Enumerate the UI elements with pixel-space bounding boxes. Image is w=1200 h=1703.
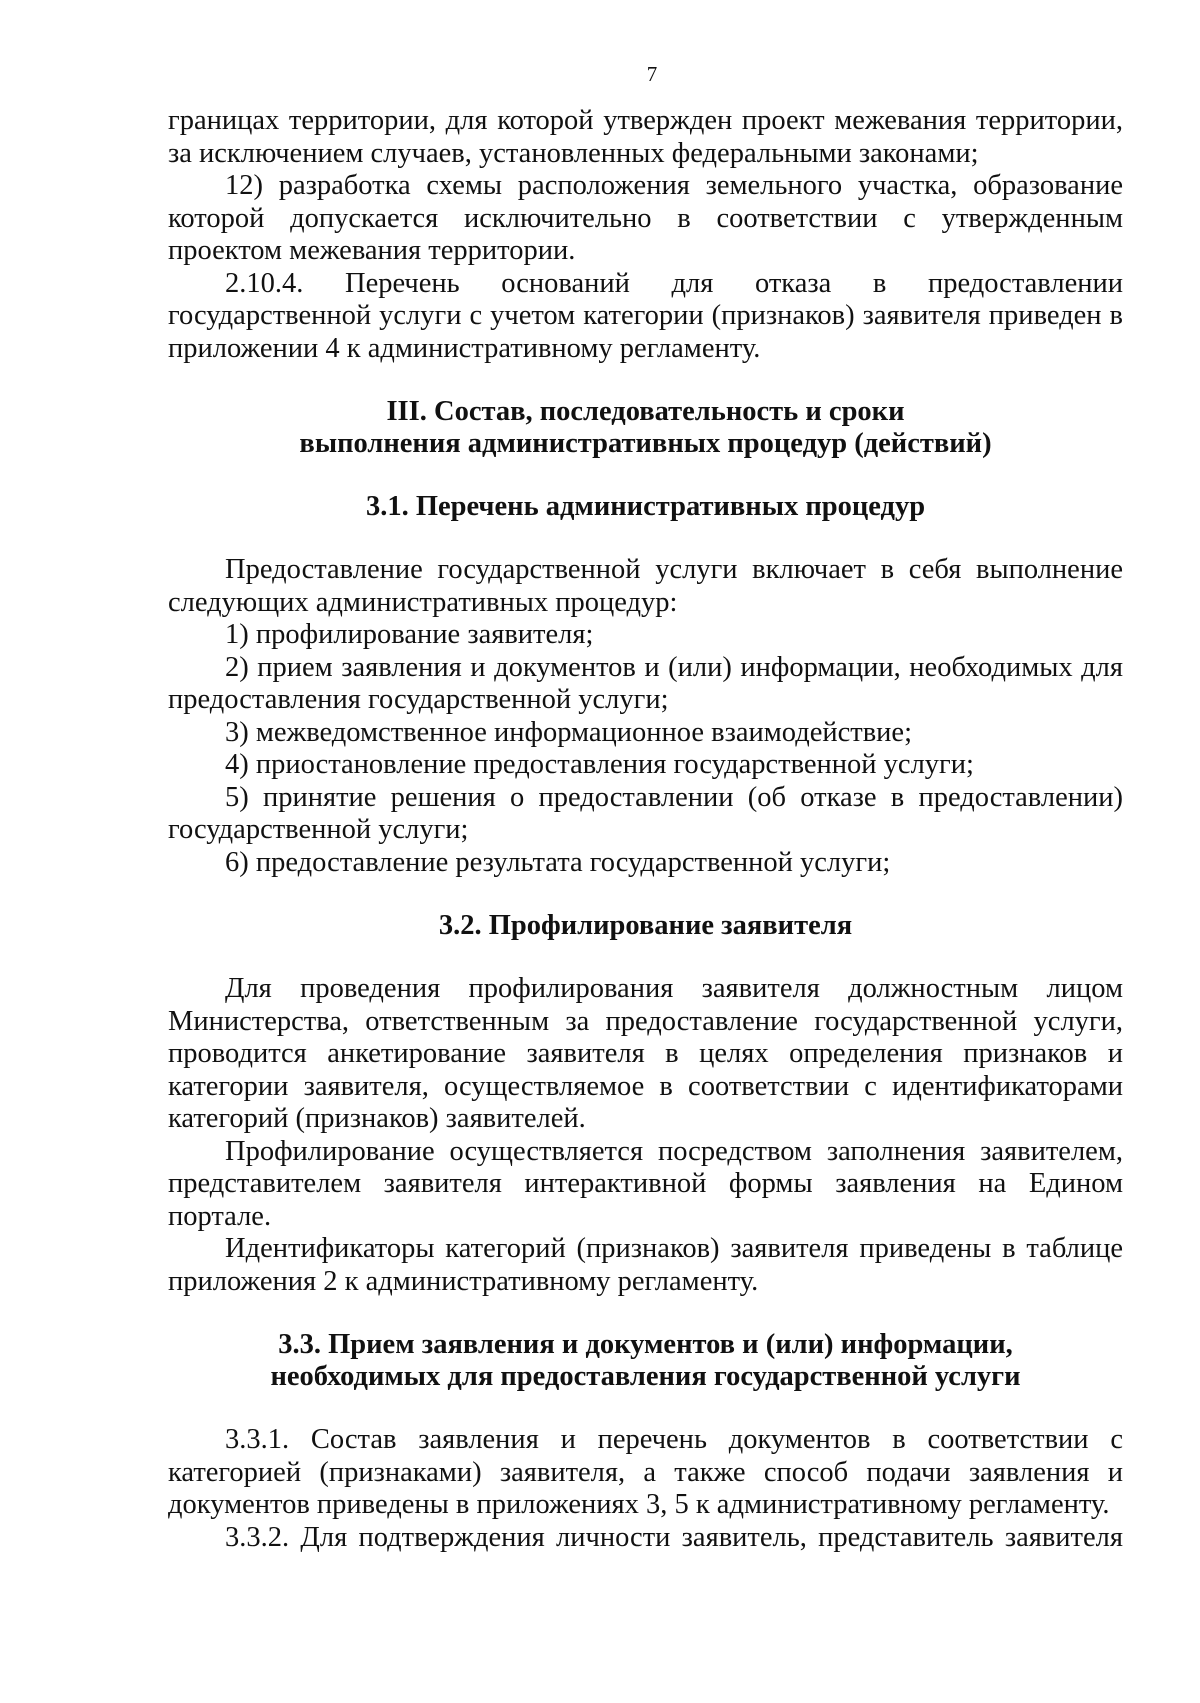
paragraph-continuation: границах территории, для которой утвержден проект межевания территории, за исключением случаев, установленных федеральными законами; bbox=[168, 105, 1123, 169]
procedure-list-item: 5) принятие решения о предоставлении (об отказе в предоставлении) государственной услуги; bbox=[168, 781, 1123, 845]
procedure-list-item: 4) приостановление предоставления государственной услуги; bbox=[225, 749, 974, 780]
section-3-1-intro: Предоставление государственной услуги включает в себя выполнение следующих административных процедур: bbox=[168, 554, 1123, 618]
paragraph-item-12: 12) разработка схемы расположения земельного участка, образование которой допускается исключительно в соответствии с утвержденным проектом межевания территории. bbox=[168, 170, 1123, 266]
procedure-list-item: 1) профилирование заявителя; bbox=[225, 619, 594, 650]
section-3-2-heading: 3.2. Профилирование заявителя bbox=[438, 910, 853, 941]
procedure-list-item: 3) межведомственное информационное взаимодействие; bbox=[225, 716, 912, 748]
section-3-3-heading-line-1: 3.3. Прием заявления и документов и (или) информации, bbox=[278, 1329, 1013, 1360]
section-3-1-heading: 3.1. Перечень административных процедур bbox=[365, 491, 926, 522]
section-3-2-paragraph: Для проведения профилирования заявителя должностным лицом Министерства, ответственным за предоставление государственной услуги, проводится анкетирование заявителя в целях определения признаков и категории заявителя, осуществляемое в соответствии с идентификаторами категорий (признаков) заявителей. bbox=[168, 973, 1123, 1134]
section-3-2-paragraph: Профилирование осуществляется посредством заполнения заявителем, представителем заявителя интерактивной формы заявления на Едином портале. bbox=[168, 1135, 1123, 1232]
paragraph-3-3-1: 3.3.1. Состав заявления и перечень документов в соответствии с категорией (признаками) заявителя, а также способ подачи заявления и документов приведены в приложениях 3, 5 к административному регламенту. bbox=[168, 1424, 1123, 1520]
section-3-heading-line-1: III. Состав, последовательность и сроки bbox=[386, 396, 905, 427]
section-3-heading-line-2: выполнения административных процедур (действий) bbox=[299, 428, 992, 459]
procedure-list-item: 6) предоставление результата государственной услуги; bbox=[225, 846, 891, 878]
paragraph-2-10-4: 2.10.4. Перечень оснований для отказа в предоставлении государственной услуги с учетом категории (признаков) заявителя приведен в приложении 4 к административному регламенту. bbox=[168, 267, 1123, 364]
section-3-2-paragraph: Идентификаторы категорий (признаков) заявителя приведены в таблице приложения 2 к административному регламенту. bbox=[168, 1233, 1123, 1297]
page-number: 7 bbox=[646, 62, 658, 86]
paragraph-3-3-2: 3.3.2. Для подтверждения личности заявитель, представитель заявителя bbox=[225, 1521, 1123, 1553]
document-page bbox=[168, 62, 1123, 1554]
procedure-list-item: 2) прием заявления и документов и (или) информации, необходимых для предоставления государственной услуги; bbox=[168, 651, 1123, 715]
section-3-3-heading-line-2: необходимых для предоставления государственной услуги bbox=[270, 1361, 1021, 1392]
